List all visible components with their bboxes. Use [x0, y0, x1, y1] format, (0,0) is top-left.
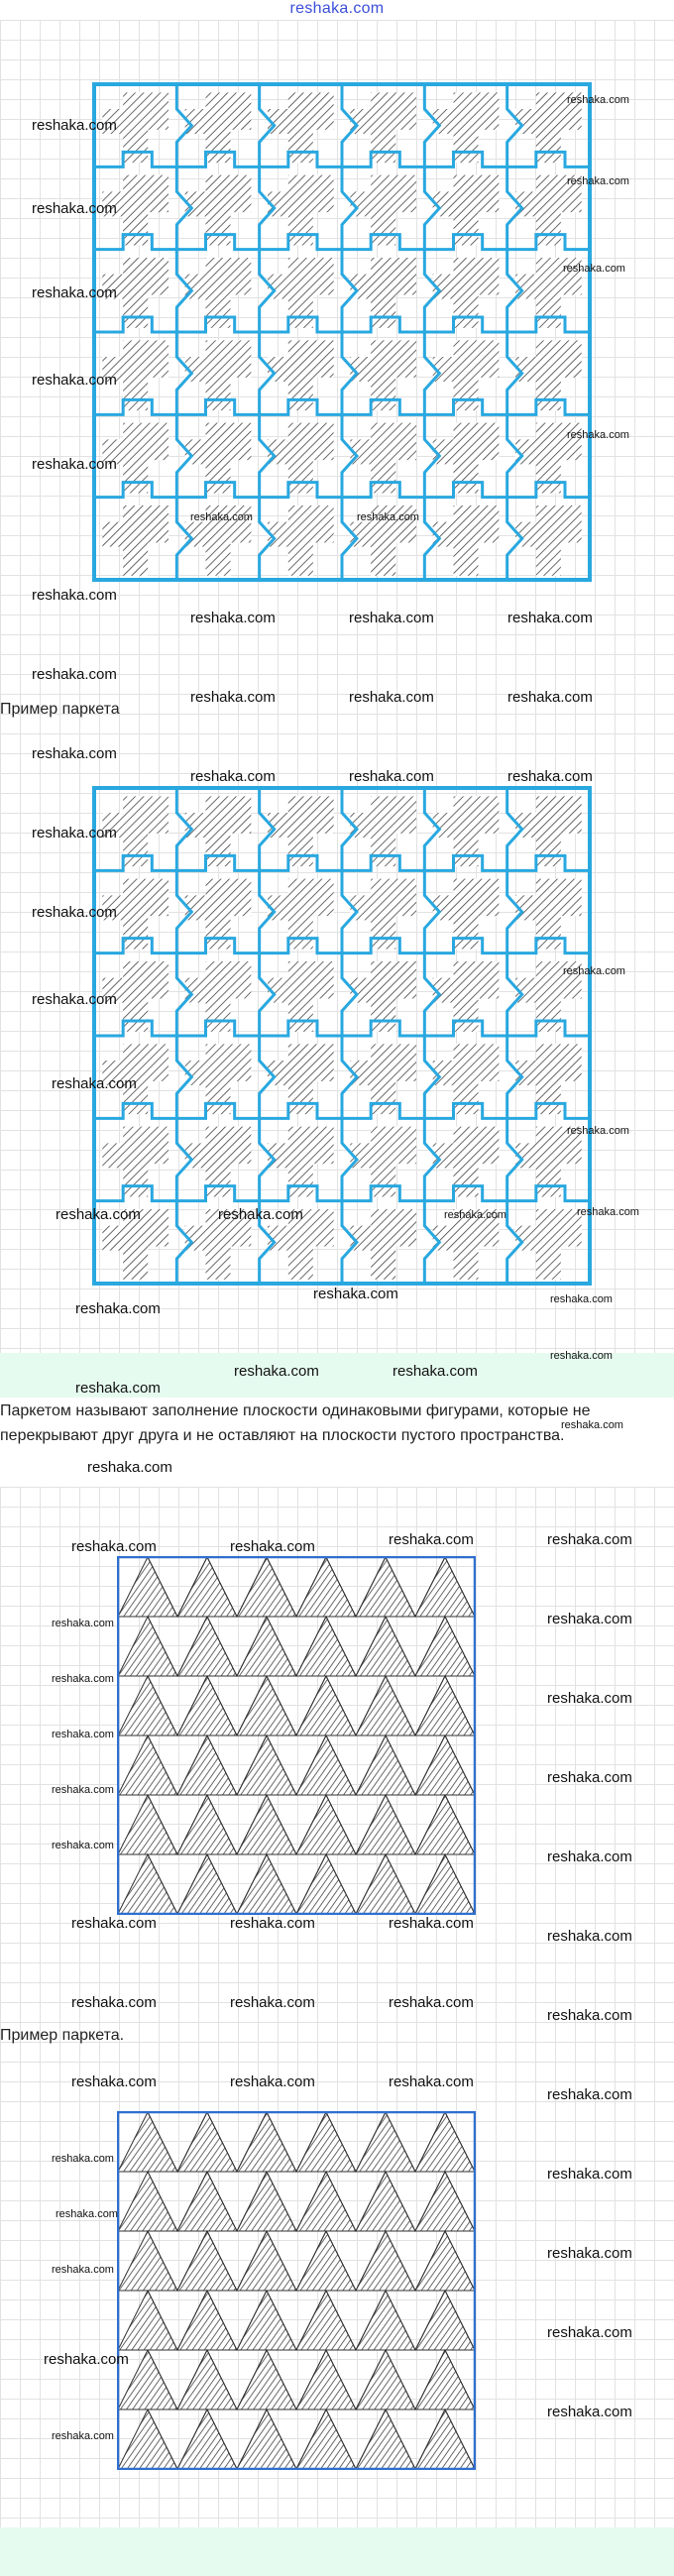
watermark: reshaka.com [547, 2086, 632, 2103]
hatched-triangle [296, 2172, 356, 2231]
watermark: reshaka.com [230, 2073, 315, 2090]
hatched-triangle [237, 1854, 296, 1914]
watermark: reshaka.com [52, 1618, 114, 1629]
watermark: reshaka.com [547, 1690, 632, 1707]
hatched-triangle [237, 1557, 296, 1617]
hatched-triangle [118, 1736, 177, 1795]
hatched-triangle [237, 1736, 296, 1795]
watermark: reshaka.com [561, 1419, 623, 1431]
hatched-triangle [118, 2112, 177, 2172]
watermark: reshaka.com [349, 768, 434, 785]
hatched-triangle [356, 2231, 415, 2291]
hatched-triangle [356, 2172, 415, 2231]
parquet-figure-1 [89, 79, 595, 585]
hatched-triangle [118, 2291, 177, 2350]
hatched-triangle [356, 2291, 415, 2350]
hatched-triangle [415, 1617, 475, 1676]
hatched-triangle [237, 2172, 296, 2231]
hatched-triangle [356, 2409, 415, 2469]
watermark: reshaka.com [52, 1673, 114, 1685]
hatched-triangle [296, 1557, 356, 1617]
watermark: reshaka.com [32, 117, 117, 134]
hatched-triangle [356, 1557, 415, 1617]
watermark: reshaka.com [32, 200, 117, 217]
watermark: reshaka.com [190, 511, 253, 523]
watermark: reshaka.com [32, 991, 117, 1008]
watermark: reshaka.com [52, 1075, 137, 1092]
watermark: reshaka.com [567, 1125, 629, 1137]
watermark: reshaka.com [444, 1209, 506, 1221]
hatched-triangle [237, 2291, 296, 2350]
watermark: reshaka.com [32, 284, 117, 301]
hatched-triangle [296, 2350, 356, 2409]
hatched-triangle [296, 1854, 356, 1914]
watermark: reshaka.com [567, 429, 629, 441]
watermark: reshaka.com [577, 1206, 639, 1218]
watermark: reshaka.com [389, 1994, 474, 2011]
hatched-triangle [356, 1854, 415, 1914]
hatched-triangle [415, 2291, 475, 2350]
watermark: reshaka.com [230, 1994, 315, 2011]
hatched-triangle [177, 2112, 237, 2172]
hatched-triangle [118, 1854, 177, 1914]
watermark: reshaka.com [44, 2351, 129, 2368]
hatched-triangle [118, 2409, 177, 2469]
hatched-triangle [118, 1795, 177, 1854]
hatched-tile [433, 505, 500, 576]
watermark: reshaka.com [567, 175, 629, 187]
watermark: reshaka.com [547, 1531, 632, 1548]
watermark: reshaka.com [389, 2073, 474, 2090]
hatched-triangle [237, 2350, 296, 2409]
hatched-triangle [177, 2231, 237, 2291]
watermark: reshaka.com [75, 1380, 161, 1397]
hatched-triangle [177, 2291, 237, 2350]
watermark: reshaka.com [547, 1611, 632, 1627]
watermark: reshaka.com [389, 1915, 474, 1932]
hatched-triangle [177, 2172, 237, 2231]
hatched-triangle [415, 1854, 475, 1914]
watermark: reshaka.com [547, 2404, 632, 2420]
hatched-triangle [415, 1557, 475, 1617]
hatched-tile [515, 1209, 582, 1280]
watermark: reshaka.com [71, 2073, 157, 2090]
hatched-triangle [118, 1617, 177, 1676]
hatched-tile [268, 505, 334, 576]
watermark: reshaka.com [52, 1840, 114, 1851]
hatched-tile [102, 505, 168, 576]
triangle-parquet-figure-3 [117, 1556, 476, 1915]
watermark: reshaka.com [389, 1531, 474, 1548]
hatched-triangle [296, 1676, 356, 1736]
watermark: reshaka.com [52, 1784, 114, 1796]
watermark: reshaka.com [567, 94, 629, 106]
watermark: reshaka.com [52, 2153, 114, 2165]
hatched-triangle [177, 1736, 237, 1795]
watermark: reshaka.com [52, 2264, 114, 2276]
watermark: reshaka.com [550, 1350, 613, 1362]
watermark: reshaka.com [32, 456, 117, 473]
hatched-triangle [296, 2409, 356, 2469]
hatched-tile [350, 1209, 416, 1280]
hatched-triangle [118, 2231, 177, 2291]
watermark: reshaka.com [234, 1363, 319, 1380]
hatched-triangle [177, 1617, 237, 1676]
watermark: reshaka.com [87, 1459, 172, 1476]
parquet-definition-paragraph: Паркетом называют заполнение плоскости одинаковыми фигурами, которые не перекрывают друг друга и не оставляют на плоскости пустого пространства. [0, 1402, 591, 1444]
hatched-triangle [177, 1795, 237, 1854]
hatched-triangle [415, 2350, 475, 2409]
highlight-band-bottom [0, 2527, 674, 2576]
hatched-triangle [415, 1736, 475, 1795]
watermark: reshaka.com [563, 263, 625, 275]
watermark: reshaka.com [507, 689, 593, 706]
watermark: reshaka.com [190, 689, 276, 706]
hatched-triangle [118, 2172, 177, 2231]
hatched-triangle [237, 2112, 296, 2172]
hatched-triangle [237, 1617, 296, 1676]
watermark: reshaka.com [547, 2324, 632, 2341]
hatched-triangle [237, 1795, 296, 1854]
watermark: reshaka.com [230, 1915, 315, 1932]
hatched-triangle [237, 1676, 296, 1736]
hatched-triangle [296, 1736, 356, 1795]
watermark: reshaka.com [230, 1538, 315, 1555]
hatched-triangle [356, 1676, 415, 1736]
watermark: reshaka.com [190, 768, 276, 785]
hatched-triangle [415, 1676, 475, 1736]
watermark: reshaka.com [547, 2245, 632, 2262]
hatched-triangle [415, 1795, 475, 1854]
watermark: reshaka.com [32, 904, 117, 921]
hatched-triangle [415, 2231, 475, 2291]
watermark: reshaka.com [550, 1293, 613, 1305]
hatched-triangle [356, 2112, 415, 2172]
figure-2-caption: Пример паркета [0, 701, 120, 718]
triangle-tiles [118, 1557, 476, 1914]
triangle-tiles [118, 2112, 476, 2469]
watermark: reshaka.com [563, 965, 625, 977]
watermark: reshaka.com [71, 1994, 157, 2011]
watermark: reshaka.com [52, 2430, 114, 2442]
hatched-triangle [356, 1736, 415, 1795]
hatched-triangle [177, 1854, 237, 1914]
watermark: reshaka.com [32, 825, 117, 841]
watermark: reshaka.com [547, 1769, 632, 1786]
watermark: reshaka.com [71, 1538, 157, 1555]
watermark: reshaka.com [71, 1915, 157, 1932]
watermark: reshaka.com [56, 1206, 141, 1223]
hatched-triangle [237, 2409, 296, 2469]
watermark: reshaka.com [547, 1928, 632, 1945]
watermark: reshaka.com [32, 745, 117, 762]
hatched-tile [515, 505, 582, 576]
watermark: reshaka.com [547, 1848, 632, 1865]
hatched-triangle [177, 1676, 237, 1736]
hatched-triangle [177, 1557, 237, 1617]
site-title[interactable]: reshaka.com [289, 0, 385, 17]
hatched-triangle [296, 2291, 356, 2350]
watermark: reshaka.com [349, 689, 434, 706]
hatched-triangle [296, 1795, 356, 1854]
hatched-triangle [177, 2409, 237, 2469]
hatched-triangle [296, 2231, 356, 2291]
watermark: reshaka.com [190, 610, 276, 626]
watermark: reshaka.com [52, 1729, 114, 1740]
hatched-triangle [356, 1617, 415, 1676]
watermark: reshaka.com [547, 2007, 632, 2024]
hatched-triangle [118, 1557, 177, 1617]
hatched-triangle [296, 2112, 356, 2172]
hatched-triangle [118, 1676, 177, 1736]
watermark: reshaka.com [547, 2166, 632, 2183]
figure-4-caption: Пример паркета. [0, 2027, 125, 2044]
triangle-parquet-figure-4 [117, 2111, 476, 2470]
watermark: reshaka.com [349, 610, 434, 626]
watermark: reshaka.com [507, 610, 593, 626]
watermark: reshaka.com [56, 2208, 118, 2220]
hatched-triangle [415, 2112, 475, 2172]
parquet-figure-2 [89, 783, 595, 1288]
hatched-triangle [356, 2350, 415, 2409]
watermark: reshaka.com [32, 372, 117, 389]
hatched-triangle [237, 2231, 296, 2291]
watermark: reshaka.com [313, 1286, 398, 1302]
hatched-triangle [296, 1617, 356, 1676]
watermark: reshaka.com [75, 1300, 161, 1317]
watermark: reshaka.com [507, 768, 593, 785]
watermark: reshaka.com [32, 587, 117, 604]
watermark: reshaka.com [218, 1206, 303, 1223]
watermark: reshaka.com [393, 1363, 478, 1380]
hatched-triangle [177, 2350, 237, 2409]
hatched-triangle [356, 1795, 415, 1854]
watermark: reshaka.com [32, 666, 117, 683]
hatched-triangle [415, 2409, 475, 2469]
watermark: reshaka.com [357, 511, 419, 523]
hatched-triangle [415, 2172, 475, 2231]
